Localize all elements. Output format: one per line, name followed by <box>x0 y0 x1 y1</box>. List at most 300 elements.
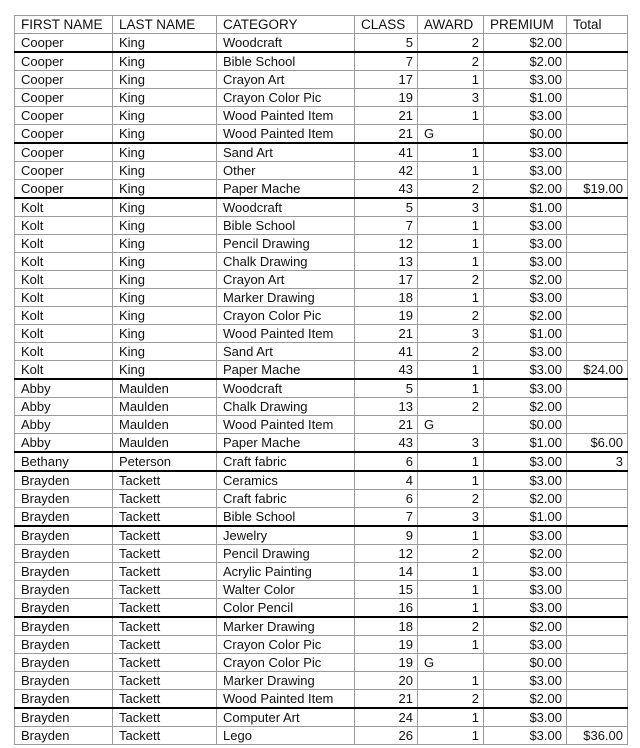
total-cell <box>567 672 628 690</box>
last-name-cell: King <box>113 89 217 107</box>
last-name-cell: Tackett <box>113 672 217 690</box>
header-total: Total <box>567 16 628 34</box>
premium-cell: $3.00 <box>484 708 567 727</box>
first-name-cell: Brayden <box>15 471 113 490</box>
category-cell: Wood Painted Item <box>217 416 355 434</box>
total-cell: $6.00 <box>567 434 628 453</box>
total-cell: 3 <box>567 452 628 471</box>
class-cell: 7 <box>355 217 418 235</box>
award-cell: 1 <box>418 708 484 727</box>
class-cell: 21 <box>355 690 418 709</box>
last-name-cell: Tackett <box>113 526 217 545</box>
total-cell <box>567 125 628 144</box>
header-premium: PREMIUM <box>484 16 567 34</box>
category-cell: Craft fabric <box>217 490 355 508</box>
table-row <box>15 708 628 727</box>
first-name-cell: Kolt <box>15 325 113 343</box>
first-name-cell: Kolt <box>15 289 113 307</box>
category-cell: Marker Drawing <box>217 617 355 636</box>
header-class: CLASS <box>355 16 418 34</box>
table-row <box>15 253 628 271</box>
table-row <box>15 727 628 745</box>
last-name-cell: King <box>113 143 217 162</box>
category-cell: Pencil Drawing <box>217 545 355 563</box>
table-row <box>15 143 628 162</box>
category-cell: Bible School <box>217 217 355 235</box>
total-cell <box>567 526 628 545</box>
last-name-cell: Tackett <box>113 490 217 508</box>
header-first-name: FIRST NAME <box>15 16 113 34</box>
class-cell: 9 <box>355 526 418 545</box>
class-cell: 24 <box>355 708 418 727</box>
class-cell: 21 <box>355 416 418 434</box>
premium-cell: $3.00 <box>484 379 567 398</box>
last-name-cell: Maulden <box>113 379 217 398</box>
class-cell: 5 <box>355 34 418 53</box>
last-name-cell: Tackett <box>113 545 217 563</box>
class-cell: 7 <box>355 52 418 71</box>
last-name-cell: King <box>113 52 217 71</box>
category-cell: Crayon Color Pic <box>217 307 355 325</box>
header-last-name: LAST NAME <box>113 16 217 34</box>
category-cell: Woodcraft <box>217 34 355 53</box>
category-cell: Marker Drawing <box>217 289 355 307</box>
last-name-cell: Tackett <box>113 654 217 672</box>
award-cell: 2 <box>418 617 484 636</box>
class-cell: 19 <box>355 654 418 672</box>
premium-cell: $3.00 <box>484 143 567 162</box>
total-cell <box>567 708 628 727</box>
table-row <box>15 526 628 545</box>
last-name-cell: King <box>113 34 217 53</box>
first-name-cell: Kolt <box>15 198 113 217</box>
last-name-cell: Maulden <box>113 434 217 453</box>
table-row <box>15 563 628 581</box>
first-name-cell: Cooper <box>15 162 113 180</box>
last-name-cell: King <box>113 325 217 343</box>
category-cell: Acrylic Painting <box>217 563 355 581</box>
table-row <box>15 508 628 527</box>
category-cell: Color Pencil <box>217 599 355 618</box>
total-cell <box>567 235 628 253</box>
class-cell: 26 <box>355 727 418 745</box>
first-name-cell: Abby <box>15 434 113 453</box>
category-cell: Bible School <box>217 52 355 71</box>
class-cell: 21 <box>355 107 418 125</box>
class-cell: 41 <box>355 143 418 162</box>
header-row <box>15 16 628 34</box>
total-cell <box>567 398 628 416</box>
total-cell <box>567 416 628 434</box>
table-row <box>15 52 628 71</box>
premium-cell: $0.00 <box>484 654 567 672</box>
table-row <box>15 545 628 563</box>
category-cell: Crayon Art <box>217 271 355 289</box>
table-row <box>15 217 628 235</box>
award-cell: 1 <box>418 217 484 235</box>
total-cell <box>567 508 628 527</box>
first-name-cell: Brayden <box>15 708 113 727</box>
award-cell: 1 <box>418 526 484 545</box>
category-cell: Wood Painted Item <box>217 125 355 144</box>
award-cell: 2 <box>418 490 484 508</box>
class-cell: 20 <box>355 672 418 690</box>
total-cell <box>567 343 628 361</box>
first-name-cell: Brayden <box>15 617 113 636</box>
class-cell: 14 <box>355 563 418 581</box>
first-name-cell: Brayden <box>15 727 113 745</box>
last-name-cell: King <box>113 180 217 199</box>
class-cell: 19 <box>355 89 418 107</box>
first-name-cell: Kolt <box>15 235 113 253</box>
table-row <box>15 599 628 618</box>
award-cell: 1 <box>418 361 484 380</box>
category-cell: Pencil Drawing <box>217 235 355 253</box>
premium-cell: $2.00 <box>484 545 567 563</box>
first-name-cell: Brayden <box>15 563 113 581</box>
award-cell: 1 <box>418 599 484 618</box>
category-cell: Lego <box>217 727 355 745</box>
class-cell: 18 <box>355 289 418 307</box>
award-cell: 1 <box>418 107 484 125</box>
category-cell: Wood Painted Item <box>217 690 355 709</box>
award-cell: 3 <box>418 434 484 453</box>
table-row <box>15 198 628 217</box>
category-cell: Crayon Color Pic <box>217 654 355 672</box>
header-award: AWARD <box>418 16 484 34</box>
last-name-cell: King <box>113 235 217 253</box>
table-row <box>15 180 628 199</box>
class-cell: 18 <box>355 617 418 636</box>
premium-cell: $1.00 <box>484 508 567 527</box>
premium-cell: $3.00 <box>484 599 567 618</box>
class-cell: 17 <box>355 71 418 89</box>
category-cell: Paper Mache <box>217 361 355 380</box>
table-row <box>15 398 628 416</box>
first-name-cell: Kolt <box>15 217 113 235</box>
premium-cell: $2.00 <box>484 271 567 289</box>
table-row <box>15 361 628 380</box>
first-name-cell: Cooper <box>15 34 113 53</box>
category-cell: Paper Mache <box>217 434 355 453</box>
header-category: CATEGORY <box>217 16 355 34</box>
premium-cell: $1.00 <box>484 325 567 343</box>
first-name-cell: Cooper <box>15 107 113 125</box>
table-row <box>15 654 628 672</box>
category-cell: Wood Painted Item <box>217 325 355 343</box>
total-cell: $19.00 <box>567 180 628 199</box>
class-cell: 43 <box>355 180 418 199</box>
category-cell: Wood Painted Item <box>217 107 355 125</box>
class-cell: 6 <box>355 452 418 471</box>
award-cell: 2 <box>418 52 484 71</box>
last-name-cell: King <box>113 343 217 361</box>
award-cell: 1 <box>418 162 484 180</box>
class-cell: 5 <box>355 379 418 398</box>
table-row <box>15 289 628 307</box>
award-cell: 1 <box>418 727 484 745</box>
class-cell: 42 <box>355 162 418 180</box>
first-name-cell: Kolt <box>15 307 113 325</box>
awards-table <box>14 15 628 745</box>
last-name-cell: Maulden <box>113 398 217 416</box>
class-cell: 41 <box>355 343 418 361</box>
category-cell: Crayon Art <box>217 71 355 89</box>
last-name-cell: King <box>113 198 217 217</box>
first-name-cell: Cooper <box>15 125 113 144</box>
award-cell: 1 <box>418 253 484 271</box>
first-name-cell: Kolt <box>15 361 113 380</box>
premium-cell: $3.00 <box>484 636 567 654</box>
award-cell: G <box>418 125 484 144</box>
table-row <box>15 452 628 471</box>
category-cell: Marker Drawing <box>217 672 355 690</box>
premium-cell: $3.00 <box>484 71 567 89</box>
first-name-cell: Cooper <box>15 52 113 71</box>
category-cell: Paper Mache <box>217 180 355 199</box>
class-cell: 13 <box>355 253 418 271</box>
award-cell: 2 <box>418 180 484 199</box>
premium-cell: $2.00 <box>484 690 567 709</box>
category-cell: Bible School <box>217 508 355 527</box>
total-cell <box>567 289 628 307</box>
premium-cell: $1.00 <box>484 89 567 107</box>
premium-cell: $1.00 <box>484 198 567 217</box>
last-name-cell: Peterson <box>113 452 217 471</box>
table-row <box>15 471 628 490</box>
award-cell: 2 <box>418 307 484 325</box>
last-name-cell: Tackett <box>113 599 217 618</box>
table-row <box>15 107 628 125</box>
total-cell <box>567 617 628 636</box>
total-cell <box>567 471 628 490</box>
premium-cell: $2.00 <box>484 617 567 636</box>
class-cell: 5 <box>355 198 418 217</box>
class-cell: 43 <box>355 434 418 453</box>
table-row <box>15 617 628 636</box>
first-name-cell: Brayden <box>15 654 113 672</box>
category-cell: Walter Color <box>217 581 355 599</box>
premium-cell: $3.00 <box>484 361 567 380</box>
first-name-cell: Brayden <box>15 526 113 545</box>
premium-cell: $3.00 <box>484 235 567 253</box>
premium-cell: $3.00 <box>484 289 567 307</box>
total-cell <box>567 599 628 618</box>
class-cell: 13 <box>355 398 418 416</box>
last-name-cell: King <box>113 125 217 144</box>
award-cell: 2 <box>418 343 484 361</box>
last-name-cell: Maulden <box>113 416 217 434</box>
table-row <box>15 343 628 361</box>
category-cell: Chalk Drawing <box>217 253 355 271</box>
total-cell <box>567 52 628 71</box>
first-name-cell: Brayden <box>15 581 113 599</box>
last-name-cell: King <box>113 71 217 89</box>
category-cell: Woodcraft <box>217 198 355 217</box>
premium-cell: $3.00 <box>484 343 567 361</box>
award-cell: 1 <box>418 471 484 490</box>
premium-cell: $3.00 <box>484 563 567 581</box>
category-cell: Other <box>217 162 355 180</box>
award-cell: G <box>418 654 484 672</box>
premium-cell: $3.00 <box>484 727 567 745</box>
total-cell <box>567 654 628 672</box>
category-cell: Sand Art <box>217 143 355 162</box>
award-cell: 1 <box>418 636 484 654</box>
table-row <box>15 235 628 253</box>
total-cell <box>567 271 628 289</box>
last-name-cell: King <box>113 217 217 235</box>
last-name-cell: King <box>113 289 217 307</box>
class-cell: 12 <box>355 545 418 563</box>
last-name-cell: Tackett <box>113 563 217 581</box>
class-cell: 15 <box>355 581 418 599</box>
premium-cell: $3.00 <box>484 452 567 471</box>
class-cell: 43 <box>355 361 418 380</box>
premium-cell: $2.00 <box>484 52 567 71</box>
first-name-cell: Bethany <box>15 452 113 471</box>
total-cell: $24.00 <box>567 361 628 380</box>
premium-cell: $3.00 <box>484 526 567 545</box>
table-row <box>15 379 628 398</box>
category-cell: Woodcraft <box>217 379 355 398</box>
last-name-cell: King <box>113 253 217 271</box>
award-cell: 3 <box>418 508 484 527</box>
first-name-cell: Brayden <box>15 545 113 563</box>
premium-cell: $3.00 <box>484 253 567 271</box>
first-name-cell: Abby <box>15 379 113 398</box>
first-name-cell: Kolt <box>15 343 113 361</box>
total-cell <box>567 490 628 508</box>
last-name-cell: Tackett <box>113 471 217 490</box>
last-name-cell: Tackett <box>113 727 217 745</box>
last-name-cell: Tackett <box>113 581 217 599</box>
category-cell: Sand Art <box>217 343 355 361</box>
table-row <box>15 271 628 289</box>
class-cell: 21 <box>355 325 418 343</box>
table-row <box>15 581 628 599</box>
table-row <box>15 34 628 53</box>
category-cell: Chalk Drawing <box>217 398 355 416</box>
premium-cell: $3.00 <box>484 471 567 490</box>
table-row <box>15 325 628 343</box>
first-name-cell: Kolt <box>15 271 113 289</box>
total-cell <box>567 107 628 125</box>
premium-cell: $0.00 <box>484 125 567 144</box>
class-cell: 6 <box>355 490 418 508</box>
premium-cell: $0.00 <box>484 416 567 434</box>
category-cell: Ceramics <box>217 471 355 490</box>
total-cell <box>567 307 628 325</box>
first-name-cell: Cooper <box>15 89 113 107</box>
award-cell: 1 <box>418 581 484 599</box>
first-name-cell: Brayden <box>15 690 113 709</box>
award-cell: 2 <box>418 271 484 289</box>
premium-cell: $3.00 <box>484 217 567 235</box>
total-cell <box>567 71 628 89</box>
class-cell: 7 <box>355 508 418 527</box>
table-row <box>15 636 628 654</box>
class-cell: 17 <box>355 271 418 289</box>
award-cell: 1 <box>418 289 484 307</box>
total-cell <box>567 143 628 162</box>
last-name-cell: Tackett <box>113 690 217 709</box>
first-name-cell: Brayden <box>15 599 113 618</box>
total-cell <box>567 34 628 53</box>
total-cell <box>567 563 628 581</box>
award-cell: 1 <box>418 71 484 89</box>
class-cell: 12 <box>355 235 418 253</box>
last-name-cell: Tackett <box>113 508 217 527</box>
total-cell <box>567 581 628 599</box>
award-cell: 3 <box>418 325 484 343</box>
first-name-cell: Cooper <box>15 180 113 199</box>
last-name-cell: Tackett <box>113 636 217 654</box>
premium-cell: $3.00 <box>484 672 567 690</box>
table-row <box>15 416 628 434</box>
first-name-cell: Brayden <box>15 508 113 527</box>
premium-cell: $2.00 <box>484 180 567 199</box>
premium-cell: $2.00 <box>484 490 567 508</box>
award-cell: 1 <box>418 452 484 471</box>
last-name-cell: Tackett <box>113 617 217 636</box>
table-row <box>15 307 628 325</box>
premium-cell: $3.00 <box>484 107 567 125</box>
table-row <box>15 71 628 89</box>
total-cell <box>567 198 628 217</box>
total-cell <box>567 217 628 235</box>
total-cell <box>567 253 628 271</box>
first-name-cell: Cooper <box>15 71 113 89</box>
award-cell: 2 <box>418 690 484 709</box>
class-cell: 19 <box>355 307 418 325</box>
table-row <box>15 490 628 508</box>
first-name-cell: Abby <box>15 416 113 434</box>
last-name-cell: Tackett <box>113 708 217 727</box>
premium-cell: $3.00 <box>484 581 567 599</box>
last-name-cell: King <box>113 107 217 125</box>
category-cell: Computer Art <box>217 708 355 727</box>
class-cell: 21 <box>355 125 418 144</box>
award-cell: 1 <box>418 672 484 690</box>
table-row <box>15 162 628 180</box>
table-row <box>15 125 628 144</box>
premium-cell: $1.00 <box>484 434 567 453</box>
award-cell: 1 <box>418 143 484 162</box>
award-cell: 2 <box>418 34 484 53</box>
table-row <box>15 434 628 453</box>
first-name-cell: Brayden <box>15 490 113 508</box>
last-name-cell: King <box>113 361 217 380</box>
total-cell <box>567 325 628 343</box>
first-name-cell: Brayden <box>15 636 113 654</box>
total-cell <box>567 690 628 709</box>
first-name-cell: Kolt <box>15 253 113 271</box>
category-cell: Crayon Color Pic <box>217 89 355 107</box>
premium-cell: $3.00 <box>484 162 567 180</box>
class-cell: 16 <box>355 599 418 618</box>
class-cell: 4 <box>355 471 418 490</box>
award-cell: 3 <box>418 89 484 107</box>
first-name-cell: Brayden <box>15 672 113 690</box>
award-cell: 2 <box>418 398 484 416</box>
total-cell <box>567 89 628 107</box>
first-name-cell: Cooper <box>15 143 113 162</box>
first-name-cell: Abby <box>15 398 113 416</box>
award-cell: 3 <box>418 198 484 217</box>
total-cell <box>567 636 628 654</box>
table-row <box>15 672 628 690</box>
